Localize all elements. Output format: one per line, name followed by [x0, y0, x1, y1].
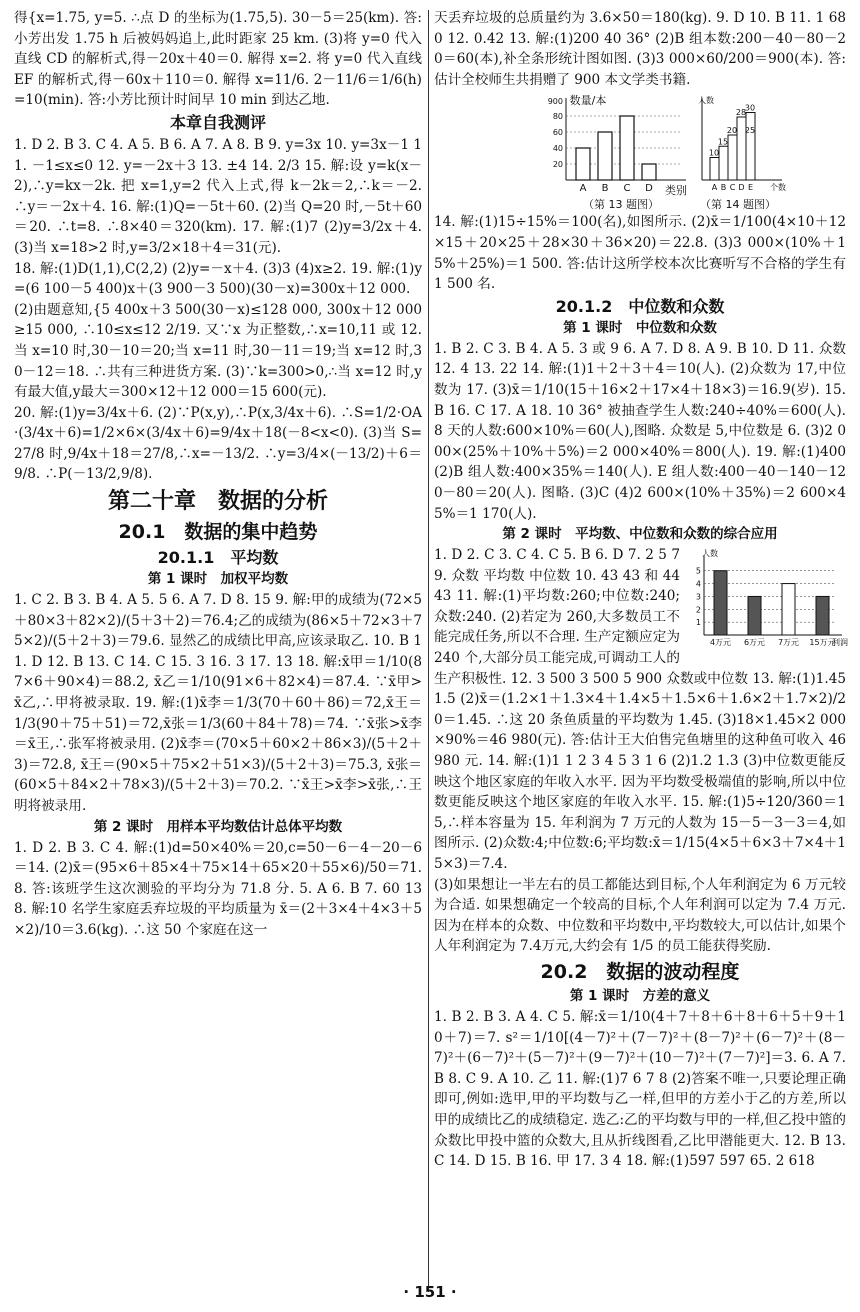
answer-paragraph: 1. D 2. B 3. C 4. A 5. B 6. A 7. A 8. B 9. y=3x 10. y=3x－1 11. －1≤x≤0 12. y=－2x＋3 13. ±4 14. 2/3 15. 解:设 y=k(x－2),∴y=kx－2k. 把 x=1,y=2 代入上式,得 k－2k＝2,∴k＝－2. ∴y＝－2x＋4. 16. 解:(1)Q=－5t＋60. (2)当 Q=20 时,－5t＋60＝20. ∴t=8. ∴8×40＝320(km). 17. 解:(1)7 (2)y=3/2x＋4. (3)当 x=18>2 时,y=3/2×18＋4＝31(元).	[14, 136, 422, 256]
bar	[576, 148, 590, 180]
section-heading: 20.1.1 平均数	[157, 548, 279, 568]
section-heading: 20.1.2 中位数和众数	[555, 296, 725, 316]
bar	[598, 132, 612, 180]
histogram-bar	[728, 135, 737, 180]
x-tick-label: B	[720, 183, 727, 193]
answer-paragraph: 得{x=1.75, y=5. ∴点 D 的坐标为(1.75,5). 30－5＝25(km). 答:小芳出发 1.75 h 后被妈妈追上,此时距家 25 km. (3)将 y=0 代入直线 CD 的解析式,得－20x＋40＝0. 解得 x=2. 将 y=0 代入直线 EF 的解析式,得－60x＋110＝0. 解得 x=11/6. 2－11/6＝1/6(h)=10(min). 答:小芳比预计时间早 10 min 到达乙地.	[14, 10, 422, 109]
y-tick-label: 60	[552, 128, 563, 138]
fig15-chart	[686, 547, 846, 655]
figure-caption: （第 14 题图）	[700, 198, 776, 212]
section-heading: 20.1 数据的集中趋势	[118, 521, 318, 544]
figures-13-14	[434, 92, 846, 210]
x-tick-label: B	[601, 183, 609, 195]
answer-paragraph: 1. D 2. C 3. C 4. C 5. B 6. D 7. 2 5 7 9. 众数 平均数 中位数 10. 43 43 和 44 43 11. 解:(1)平均数:260;中位数:240;众数:240. (2)若定为 260,大多数员工不能完成任务,所以不合理. 生产定额应定为 240 个,大部分员工能完成,可调动工人的生产积极性. 12. 3 500 3 500 5 900 众数或中位数 13. 解:(1)1.45 1.5 (2)x̄＝(1.2×1＋1.3×4＋1.4×5＋1.5×6＋1.6×2＋1.7×2)/20＝1.45. ∴这 20 条鱼质量的平均数为 1.45. (3)18×1.45×2 000×90%＝46 980(元). 答:估计王大伯售完鱼塘里的这种鱼可收入 46 980 元. 14. 解:(1)1 1 2 3 4 5 3 1 6 (2)1.2 1.3 (3)中位数更能反映这个地区家庭的年收入水平. 因为平均数受极端值的影响,所以中位数更能反映这个地区家庭的年收入水平. 15. 解:(1)5÷120/360＝15,∴样本容量为 15. 年利润为 7 万元的人数为 15－5－3－3＝4,如图所示. (2)众数:4;中位数:6;平均数:x̄＝1/15(4×5＋6×3＋7×4＋15×3)＝7.4.	[434, 547, 846, 872]
answer-paragraph: 14. 解:(1)15÷15%＝100(名),如图所示. (2)x̄＝1/100(4×10＋12×15＋20×25＋28×30＋36×20)＝22.8. (3)3 000×(10%＋15%＋25%)＝1 500. 答:估计这所学校本次比赛听写不合格的学生有 1 500 名.	[434, 214, 846, 293]
histogram-bar	[710, 158, 719, 181]
x-axis-label: 利润	[832, 638, 848, 648]
page-number: · 151 ·	[403, 1283, 457, 1301]
data-label: 10	[708, 148, 720, 158]
bar	[642, 164, 656, 180]
y-tick-label: 20	[552, 160, 563, 170]
fig13-bar-chart	[548, 93, 687, 211]
histogram-bar	[746, 113, 755, 181]
y-tick-label: 2	[695, 605, 701, 615]
x-tick-label: A	[711, 183, 718, 193]
section-heading: 第 1 课时 中位数和众数	[563, 319, 717, 336]
bar-charts	[434, 92, 846, 210]
y-tick-label: 5	[695, 566, 701, 576]
y-tick-label: 1	[695, 618, 701, 628]
answer-paragraph: 20. 解:(1)y=3/4x＋6. (2)∵P(x,y),∴P(x,3/4x＋6). ∴S=1/2·OA·(3/4x＋6)=1/2×6×(3/4x＋6)=9/4x＋18(－8<x<0). (3)当 S=27/8 时,9/4x＋18＝27/8,∴x=－13/2. ∴y=3/4×(－13/2)＋6＝9/8. ∴P(－13/2,9/8).	[14, 404, 422, 483]
section-heading: 本章自我测评	[169, 112, 266, 132]
x-tick-label: A	[579, 183, 587, 195]
y-tick-label: 900	[547, 97, 563, 107]
x-tick-label: D	[738, 183, 745, 193]
y-tick-label: 4	[695, 579, 701, 589]
x-axis-label: 个数	[770, 183, 786, 193]
x-tick-label: 4万元	[709, 638, 732, 648]
y-tick-label: 80	[552, 112, 563, 122]
bar	[748, 597, 761, 636]
bar	[620, 116, 634, 180]
data-label: 20	[726, 126, 738, 136]
y-tick-label: 40	[552, 144, 563, 154]
section-heading: 第 2 课时 用样本平均数估计总体平均数	[93, 818, 343, 835]
bar	[714, 571, 727, 635]
figure-caption: （第 13 题图）	[583, 198, 659, 212]
section-heading: 第 1 课时 方差的意义	[569, 987, 711, 1004]
answer-paragraph: 1. C 2. B 3. B 4. A 5. 5 6. A 7. D 8. 15 9. 解:甲的成绩为(72×5＋80×3＋82×2)/(5＋3＋2)＝76.4;乙的成绩为(86×5＋72×3＋75×2)/(5＋2＋3)＝79.6. 显然乙的成绩比甲高,应该录取乙. 10. B 11. D 12. B 13. C 14. C 15. 3 16. 3 17. 13 18. 解:x̄甲＝1/10(87×6＋90×4)＝88.2, x̄乙＝1/10(91×6＋82×4)＝87.4. ∵x̄甲>x̄乙,∴甲将被录取. 19. 解:(1)x̄李＝1/3(70＋60＋86)＝72,x̄王＝1/3(90＋75＋51)＝72,x̄张＝1/3(60＋84＋78)＝74. ∵x̄张>x̄李＝x̄王,∴张军将被录用. (2)x̄李＝(70×5＋60×2＋86×3)/(5＋2＋3)＝72.8, x̄王＝(90×5＋75×2＋51×3)/(5＋2＋3)＝75.3, x̄张＝(60×5＋84×2＋78×3)/(5＋2＋3)＝70.2. ∵x̄王>x̄李>x̄张,∴王明将被录用.	[14, 592, 422, 814]
y-axis-label: 人数	[702, 549, 718, 559]
answer-paragraph: 1. B 2. B 3. A 4. C 5. 解:x̄＝1/10(4＋7＋8＋6＋8＋6＋5＋9＋10＋7)＝7. s²＝1/10[(4－7)²＋(7－7)²＋(8－7)²＋(6－7)²＋(8－7)²＋(6－7)²＋(5－7)²＋(9－7)²＋(10－7)²＋(7－7)²]＝3. 6. A 7. B 8. C 9. A 10. 乙 11. 解:(1)7 6 7 8 (2)答案不唯一,只要论理正确即可,例如:选甲,甲的平均数与乙一样,但甲的方差小于乙的方差,所以甲的成绩比乙的成绩稳定. 选乙:乙的平均数与甲的一样,但乙投中篮的众数比甲投中篮的众数大,且从折线图看,乙比甲潜能更大. 12. B 13. C 14. D 15. B 16. 甲 17. 3 4 18. 解:(1)597 597 65. 2 618	[434, 1008, 846, 1170]
answer-paragraph: 18. 解:(1)D(1,1),C(2,2) (2)y=－x＋4. (3)3 (4)x≥2. 19. 解:(1)y=(6 100－5 400)x＋(3 900－3 500)(30－x)=300x＋12 000.	[14, 260, 422, 298]
bar	[782, 584, 795, 635]
histogram-bar	[719, 147, 728, 181]
data-label: 25	[744, 126, 756, 136]
answer-paragraph: 1. B 2. C 3. B 4. A 5. 3 或 9 6. A 7. D 8. A 9. B 10. D 11. 众数 12. 4 13. 22 14. 解:(1)1＋2＋3＋4＝10(人). (2)众数为 17,中位数为 17. (3)x̄＝1/10(15＋16×2＋17×4＋18×3)＝16.9(岁). 15. B 16. C 17. A 18. 10 36° 被抽查学生人数:240÷40%＝600(人). 8 天的人数:600×10%＝60(人),图略. 众数是 5,中位数是 6. (3)2 000×(25%＋10%＋5%)＝2 000×40%＝800(人). 19. 解:(1)400 (2)B 组人数:400×35%＝140(人). E 组人数:400－40－140－120－80＝20(人). 图略. (3)C (4)2 600×(10%＋35%)＝2 600×45%＝1 170(人).	[434, 340, 846, 522]
x-tick-label: E	[747, 183, 754, 193]
fig14-histogram	[698, 95, 786, 211]
section-heading: 第 2 课时 平均数、中位数和众数的综合应用	[502, 526, 778, 543]
data-label: 15	[717, 137, 729, 147]
right-column	[434, 8, 846, 1172]
x-tick-label: C	[729, 183, 736, 193]
y-axis-label: 数量/本	[569, 94, 607, 108]
data-label: 30	[744, 103, 756, 113]
bar	[816, 597, 829, 636]
x-tick-label: C	[623, 183, 631, 195]
y-axis-label: 人数	[698, 96, 714, 106]
answer-paragraph: (3)如果想让一半左右的员工都能达到目标,个人年利润定为 6 万元较为合适. 如果想确定一个较高的目标,个人年利润可以定为 7.4 万元. 因为在样本的众数、中位数和平均数中,平均数较大,可以估计,如果个人年利润定为 7.4万元,大约会有 1/5 的员工能获得奖励.	[434, 876, 846, 955]
y-tick-label: 3	[695, 592, 701, 602]
x-tick-label: 15万元	[809, 638, 836, 648]
x-tick-label: D	[645, 183, 653, 195]
x-tick-label: 7万元	[777, 638, 800, 648]
x-tick-label: 6万元	[743, 638, 766, 648]
answer-paragraph: 1. D 2. B 3. C 4. 解:(1)d=50×40%＝20,c=50－6－4－20－6＝14. (2)x̄＝(95×6＋85×4＋75×14＋65×20＋55×6)/50＝71.8. 答:该班学生这次测验的平均分为 71.8 分. 5. A 6. B 7. 60 13 8. 解:10 名学生家庭丢弃垃圾的平均质量为 x̄＝(2＋3×4＋4×3＋5×2)/10＝3.6(kg). ∴这 50 个家庭在这一	[14, 839, 422, 938]
left-column	[14, 8, 422, 941]
section-heading: 20.2 数据的波动程度	[540, 960, 740, 983]
x-axis-label: 类别	[665, 184, 687, 198]
column-divider	[428, 10, 429, 1292]
section-heading: 第二十章 数据的分析	[107, 489, 328, 515]
answer-paragraph: (2)由题意知,{5 400x＋3 500(30－x)≤128 000, 300x＋12 000≥15 000, ∴10≤x≤12 2/19. 又∵x 为正整数,∴x=10,11 或 12. 当 x=10 时,30－10＝20;当 x=11 时,30－11＝19;当 x=12 时,30－12＝18. ∴共有三种进货方案. (3)∵k=300>0,∴当 x=12 时,y 有最大值,y最大＝300×12＋12 000＝15 600(元).	[14, 301, 422, 401]
answer-paragraph: 天丢弃垃圾的总质量约为 3.6×50＝180(kg). 9. D 10. B 11. 1 680 12. 0.42 13. 解:(1)200 40 36° (2)B 组本数:200－40－80－20＝60(本),补全条形统计图如图. (3)3 000×60/200＝900(本). 答:估计全校师生共捐赠了 900 本文学类书籍.	[434, 10, 846, 88]
section-heading: 第 1 课时 加权平均数	[147, 571, 289, 588]
data-label: 28	[735, 108, 747, 118]
